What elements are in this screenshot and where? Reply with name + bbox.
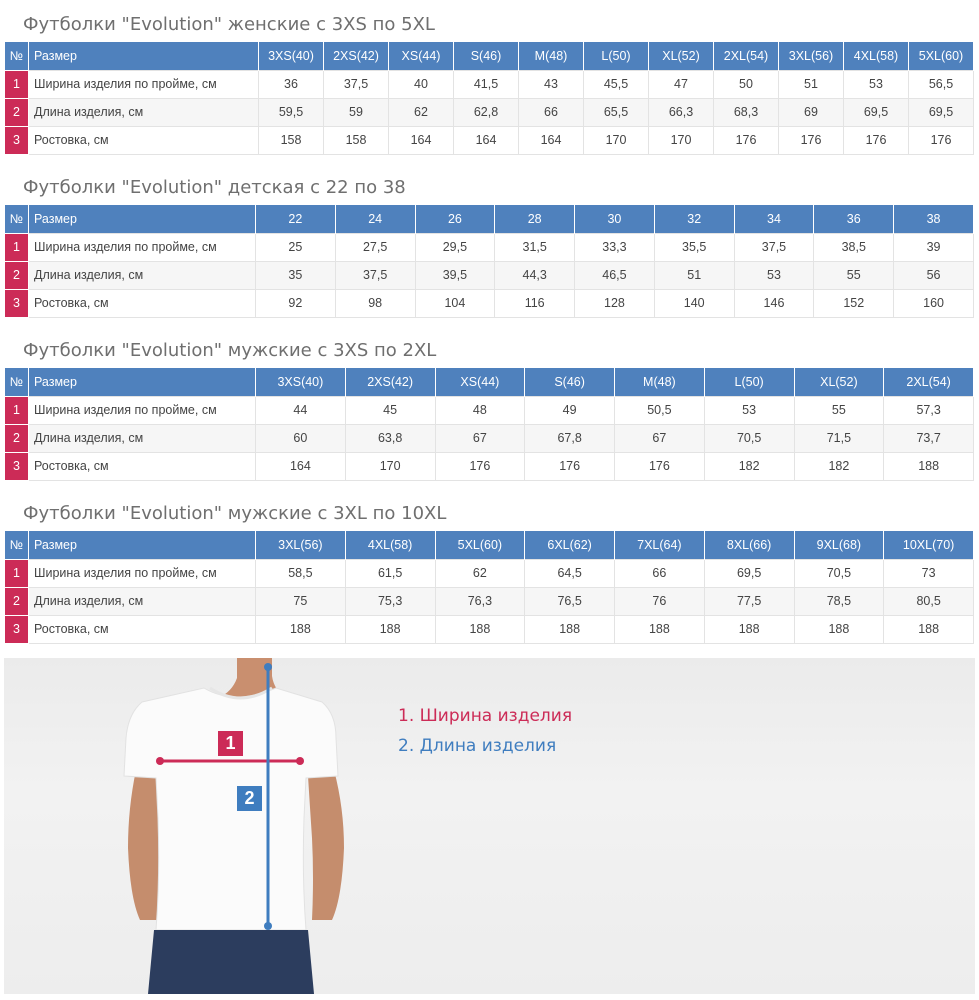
table-row — [5, 261, 974, 289]
row-label: Ростовка, см — [29, 452, 256, 480]
table-cell: 33,3 — [575, 233, 655, 261]
num-column-header: № — [5, 531, 29, 559]
length-line-start — [264, 663, 272, 671]
table-cell: 176 — [435, 452, 525, 480]
jeans-shape — [148, 930, 314, 994]
size-column-header: Размер — [29, 42, 259, 70]
table-cell: 116 — [495, 289, 575, 317]
size-table — [4, 42, 974, 155]
section-title: Футболки "Evolution" детская с 22 по 38 — [23, 177, 406, 198]
table-cell: 53 — [844, 70, 909, 98]
table-cell: 60 — [256, 424, 346, 452]
num-column-header: № — [5, 42, 29, 70]
size-header-cell: 4XL(58) — [844, 42, 909, 70]
size-header-cell: 5XL(60) — [909, 42, 974, 70]
table-row — [5, 559, 974, 587]
row-number-badge: 1 — [5, 233, 29, 261]
size-column-header: Размер — [29, 368, 256, 396]
table-cell: 188 — [256, 615, 346, 643]
size-header-cell: 38 — [894, 205, 974, 233]
width-line-start — [156, 757, 164, 765]
table-cell: 77,5 — [704, 587, 794, 615]
table-cell: 164 — [454, 126, 519, 154]
table-cell: 45 — [345, 396, 435, 424]
size-header-cell: 2XS(42) — [345, 368, 435, 396]
table-cell: 62 — [389, 98, 454, 126]
row-label: Ширина изделия по пройме, см — [29, 70, 259, 98]
table-cell: 78,5 — [794, 587, 884, 615]
table-cell: 37,5 — [734, 233, 814, 261]
table-cell: 53 — [704, 396, 794, 424]
row-label: Ширина изделия по пройме, см — [29, 559, 256, 587]
table-cell: 188 — [884, 452, 974, 480]
size-header-cell: XL(52) — [649, 42, 714, 70]
table-cell: 170 — [649, 126, 714, 154]
table-cell: 69 — [779, 98, 844, 126]
size-header-cell: 7XL(64) — [615, 531, 705, 559]
size-header-cell: 3XS(40) — [259, 42, 324, 70]
table-cell: 164 — [389, 126, 454, 154]
table-cell: 188 — [884, 615, 974, 643]
table-cell: 35 — [256, 261, 336, 289]
table-cell: 75,3 — [345, 587, 435, 615]
table-cell: 59 — [324, 98, 389, 126]
size-header-cell: 3XL(56) — [779, 42, 844, 70]
size-header-cell: 22 — [256, 205, 336, 233]
table-row — [5, 233, 974, 261]
table-cell: 56 — [894, 261, 974, 289]
size-header-cell: XL(52) — [794, 368, 884, 396]
table-cell: 76,5 — [525, 587, 615, 615]
table-cell: 65,5 — [584, 98, 649, 126]
table-row — [5, 587, 974, 615]
table-cell: 182 — [794, 452, 884, 480]
table-cell: 67,8 — [525, 424, 615, 452]
row-number-badge: 2 — [5, 98, 29, 126]
table-cell: 67 — [615, 424, 705, 452]
table-cell: 39,5 — [415, 261, 495, 289]
size-header-cell: M(48) — [519, 42, 584, 70]
table-cell: 50 — [714, 70, 779, 98]
size-column-header: Размер — [29, 531, 256, 559]
table-cell: 69,5 — [844, 98, 909, 126]
table-cell: 140 — [654, 289, 734, 317]
table-row — [5, 452, 974, 480]
size-header-cell: 36 — [814, 205, 894, 233]
table-cell: 57,3 — [884, 396, 974, 424]
table-cell: 188 — [345, 615, 435, 643]
table-section-men-small — [0, 340, 979, 486]
table-cell: 61,5 — [345, 559, 435, 587]
table-cell: 66 — [519, 98, 584, 126]
table-cell: 176 — [909, 126, 974, 154]
table-cell: 73,7 — [884, 424, 974, 452]
table-cell: 158 — [324, 126, 389, 154]
table-cell: 176 — [714, 126, 779, 154]
row-number-badge: 1 — [5, 70, 29, 98]
table-cell: 164 — [256, 452, 346, 480]
size-table — [4, 205, 974, 318]
row-number-badge: 3 — [5, 126, 29, 154]
table-cell: 104 — [415, 289, 495, 317]
size-header-cell: 2XL(54) — [714, 42, 779, 70]
table-cell: 41,5 — [454, 70, 519, 98]
size-header-cell: M(48) — [615, 368, 705, 396]
size-header-cell: 10XL(70) — [884, 531, 974, 559]
row-number-badge: 1 — [5, 559, 29, 587]
table-cell: 29,5 — [415, 233, 495, 261]
num-column-header: № — [5, 368, 29, 396]
size-header-cell: 6XL(62) — [525, 531, 615, 559]
row-number-badge: 3 — [5, 289, 29, 317]
table-cell: 58,5 — [256, 559, 346, 587]
table-cell: 92 — [256, 289, 336, 317]
row-label: Длина изделия, см — [29, 261, 256, 289]
size-header-cell: 3XL(56) — [256, 531, 346, 559]
table-cell: 76,3 — [435, 587, 525, 615]
table-cell: 188 — [525, 615, 615, 643]
row-number-badge: 2 — [5, 261, 29, 289]
row-number-badge: 1 — [5, 396, 29, 424]
table-cell: 71,5 — [794, 424, 884, 452]
table-header-row — [5, 368, 974, 396]
table-cell: 46,5 — [575, 261, 655, 289]
size-header-cell: 24 — [335, 205, 415, 233]
table-cell: 25 — [256, 233, 336, 261]
table-cell: 176 — [525, 452, 615, 480]
section-title: Футболки "Evolution" мужские с 3XS по 2XL — [23, 340, 437, 361]
table-cell: 176 — [615, 452, 705, 480]
table-cell: 66 — [615, 559, 705, 587]
table-header-row — [5, 531, 974, 559]
table-cell: 44,3 — [495, 261, 575, 289]
table-cell: 69,5 — [704, 559, 794, 587]
section-title: Футболки "Evolution" женские с 3XS по 5XL — [23, 14, 435, 35]
row-label: Длина изделия, см — [29, 587, 256, 615]
table-cell: 66,3 — [649, 98, 714, 126]
table-cell: 182 — [704, 452, 794, 480]
section-title: Футболки "Evolution" мужские с 3XL по 10XL — [23, 503, 447, 524]
table-cell: 59,5 — [259, 98, 324, 126]
table-row — [5, 615, 974, 643]
table-cell: 146 — [734, 289, 814, 317]
size-header-cell: 9XL(68) — [794, 531, 884, 559]
table-cell: 27,5 — [335, 233, 415, 261]
table-cell: 70,5 — [794, 559, 884, 587]
table-cell: 55 — [814, 261, 894, 289]
table-cell: 98 — [335, 289, 415, 317]
size-header-cell: S(46) — [454, 42, 519, 70]
table-cell: 43 — [519, 70, 584, 98]
table-cell: 50,5 — [615, 396, 705, 424]
size-header-cell: XS(44) — [389, 42, 454, 70]
table-cell: 64,5 — [525, 559, 615, 587]
width-marker: 1 — [218, 731, 243, 756]
table-cell: 188 — [615, 615, 705, 643]
table-row — [5, 289, 974, 317]
table-cell: 160 — [894, 289, 974, 317]
table-cell: 49 — [525, 396, 615, 424]
table-cell: 62 — [435, 559, 525, 587]
table-cell: 62,8 — [454, 98, 519, 126]
table-cell: 76 — [615, 587, 705, 615]
table-cell: 68,3 — [714, 98, 779, 126]
table-cell: 70,5 — [704, 424, 794, 452]
size-header-cell: 8XL(66) — [704, 531, 794, 559]
table-cell: 75 — [256, 587, 346, 615]
measurement-illustration — [4, 658, 975, 994]
table-cell: 170 — [345, 452, 435, 480]
table-cell: 39 — [894, 233, 974, 261]
table-row — [5, 70, 974, 98]
table-cell: 128 — [575, 289, 655, 317]
width-line-end — [296, 757, 304, 765]
table-row — [5, 424, 974, 452]
tshirt-model-image — [4, 658, 404, 994]
table-cell: 80,5 — [884, 587, 974, 615]
table-section-men-large — [0, 503, 979, 649]
table-cell: 47 — [649, 70, 714, 98]
row-label: Ростовка, см — [29, 289, 256, 317]
row-number-badge: 2 — [5, 587, 29, 615]
size-header-cell: 26 — [415, 205, 495, 233]
row-label: Ростовка, см — [29, 615, 256, 643]
table-cell: 73 — [884, 559, 974, 587]
table-cell: 176 — [779, 126, 844, 154]
table-cell: 67 — [435, 424, 525, 452]
table-cell: 45,5 — [584, 70, 649, 98]
table-section-women — [0, 14, 979, 160]
table-cell: 36 — [259, 70, 324, 98]
row-label: Длина изделия, см — [29, 424, 256, 452]
table-cell: 48 — [435, 396, 525, 424]
table-row — [5, 98, 974, 126]
table-cell: 44 — [256, 396, 346, 424]
table-cell: 69,5 — [909, 98, 974, 126]
table-cell: 188 — [704, 615, 794, 643]
table-header-row — [5, 205, 974, 233]
row-label: Ширина изделия по пройме, см — [29, 233, 256, 261]
table-row — [5, 396, 974, 424]
row-label: Ширина изделия по пройме, см — [29, 396, 256, 424]
row-label: Длина изделия, см — [29, 98, 259, 126]
table-cell: 158 — [259, 126, 324, 154]
size-header-cell: 28 — [495, 205, 575, 233]
length-line-end — [264, 922, 272, 930]
table-cell: 38,5 — [814, 233, 894, 261]
size-header-cell: 32 — [654, 205, 734, 233]
size-table — [4, 368, 974, 481]
table-cell: 164 — [519, 126, 584, 154]
size-header-cell: 4XL(58) — [345, 531, 435, 559]
size-header-cell: L(50) — [584, 42, 649, 70]
table-cell: 40 — [389, 70, 454, 98]
size-header-cell: 34 — [734, 205, 814, 233]
table-cell: 31,5 — [495, 233, 575, 261]
table-cell: 63,8 — [345, 424, 435, 452]
size-header-cell: 2XL(54) — [884, 368, 974, 396]
table-cell: 37,5 — [335, 261, 415, 289]
table-cell: 176 — [844, 126, 909, 154]
table-cell: 170 — [584, 126, 649, 154]
table-cell: 55 — [794, 396, 884, 424]
size-header-cell: 30 — [575, 205, 655, 233]
legend-length: 2. Длина изделия — [398, 736, 557, 756]
size-column-header: Размер — [29, 205, 256, 233]
table-cell: 188 — [435, 615, 525, 643]
size-header-cell: 5XL(60) — [435, 531, 525, 559]
table-cell: 51 — [654, 261, 734, 289]
size-header-cell: XS(44) — [435, 368, 525, 396]
table-header-row — [5, 42, 974, 70]
size-header-cell: S(46) — [525, 368, 615, 396]
size-header-cell: L(50) — [704, 368, 794, 396]
table-cell: 152 — [814, 289, 894, 317]
size-header-cell: 3XS(40) — [256, 368, 346, 396]
length-marker: 2 — [237, 786, 262, 811]
table-cell: 188 — [794, 615, 884, 643]
table-section-kids — [0, 177, 979, 323]
table-cell: 37,5 — [324, 70, 389, 98]
row-label: Ростовка, см — [29, 126, 259, 154]
num-column-header: № — [5, 205, 29, 233]
table-cell: 51 — [779, 70, 844, 98]
row-number-badge: 3 — [5, 615, 29, 643]
row-number-badge: 3 — [5, 452, 29, 480]
size-table — [4, 531, 974, 644]
legend-width: 1. Ширина изделия — [398, 706, 573, 726]
right-arm — [308, 770, 344, 920]
table-cell: 56,5 — [909, 70, 974, 98]
row-number-badge: 2 — [5, 424, 29, 452]
table-row — [5, 126, 974, 154]
table-cell: 53 — [734, 261, 814, 289]
table-cell: 35,5 — [654, 233, 734, 261]
size-header-cell: 2XS(42) — [324, 42, 389, 70]
